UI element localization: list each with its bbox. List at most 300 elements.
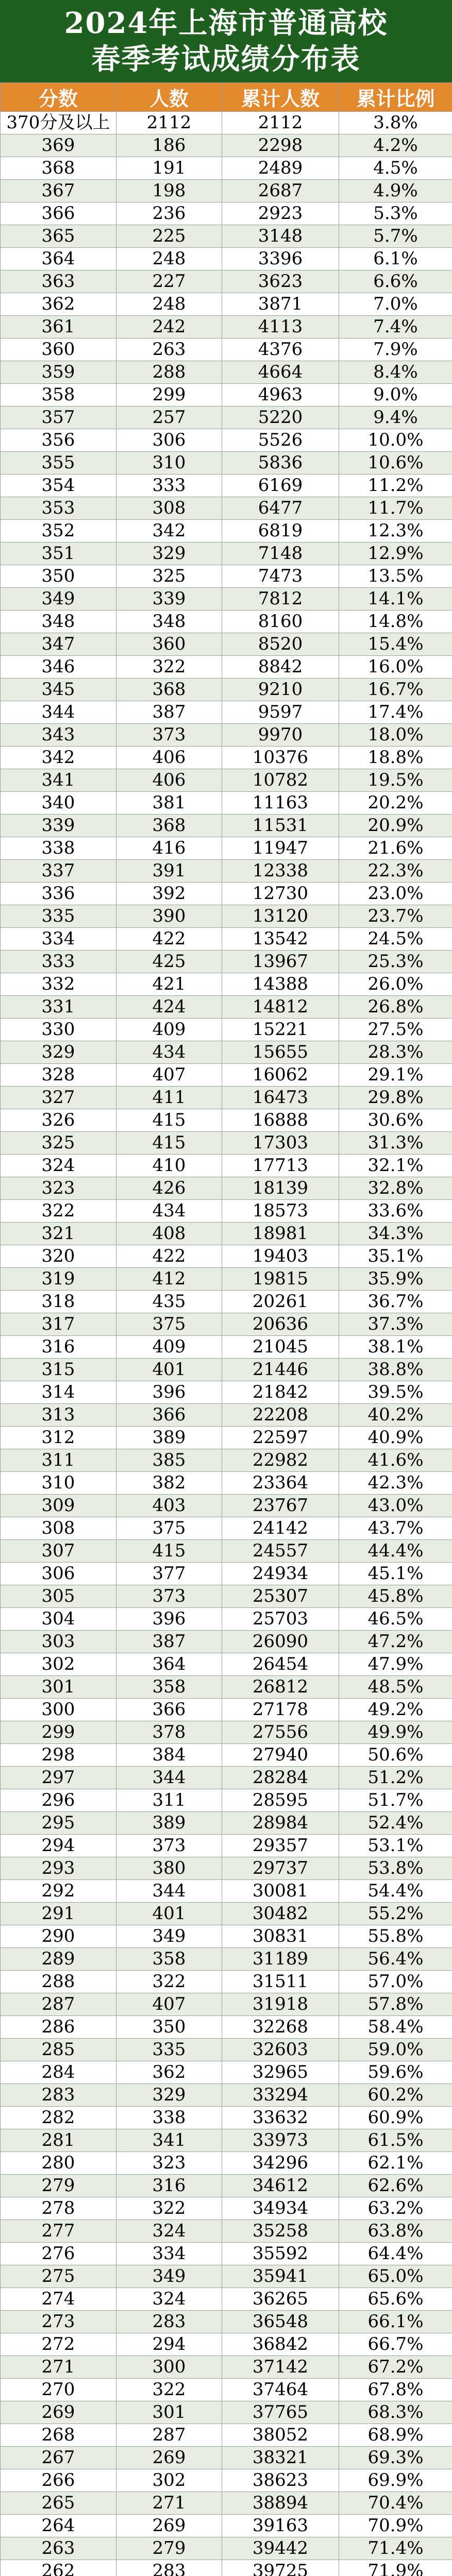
score-cell: 308: [1, 1517, 116, 1540]
cumulative-ratio-cell: 47.2%: [339, 1631, 452, 1653]
count-cell: 364: [116, 1653, 222, 1676]
cumulative-ratio-cell: 4.5%: [339, 157, 452, 180]
table-row: [1, 2061, 452, 2084]
count-cell: 322: [116, 2379, 222, 2401]
score-cell: 327: [1, 1087, 116, 1109]
table-row: [1, 1313, 452, 1336]
score-cell: 356: [1, 429, 116, 452]
cumulative-count-cell: 15221: [222, 1019, 339, 1041]
table-row: [1, 180, 452, 202]
table-row: [1, 1563, 452, 1585]
header-cumulative-count: 累计人数: [222, 83, 339, 112]
cumulative-count-cell: 20261: [222, 1291, 339, 1313]
cumulative-ratio-cell: 33.6%: [339, 1200, 452, 1223]
count-cell: 377: [116, 1563, 222, 1585]
score-cell: 263: [1, 2537, 116, 2560]
score-cell: 346: [1, 656, 116, 679]
table-row: [1, 2469, 452, 2492]
cumulative-ratio-cell: 51.7%: [339, 1789, 452, 1812]
count-cell: 325: [116, 565, 222, 588]
cumulative-count-cell: 16062: [222, 1064, 339, 1087]
count-cell: 335: [116, 2039, 222, 2061]
header-score: 分数: [1, 83, 116, 112]
table-row: [1, 1812, 452, 1835]
table-row: [1, 928, 452, 951]
table-row: [1, 2016, 452, 2039]
cumulative-count-cell: 3148: [222, 225, 339, 248]
table-row: [1, 1540, 452, 1563]
cumulative-count-cell: 32965: [222, 2061, 339, 2084]
cumulative-ratio-cell: 10.6%: [339, 452, 452, 474]
table-row: [1, 202, 452, 225]
count-cell: 403: [116, 1495, 222, 1517]
cumulative-count-cell: 38321: [222, 2447, 339, 2469]
cumulative-count-cell: 2923: [222, 202, 339, 225]
score-cell: 270: [1, 2379, 116, 2401]
count-cell: 411: [116, 1087, 222, 1109]
cumulative-ratio-cell: 18.8%: [339, 747, 452, 769]
cumulative-count-cell: 10782: [222, 769, 339, 792]
table-row: [1, 747, 452, 769]
cumulative-ratio-cell: 45.8%: [339, 1585, 452, 1608]
count-cell: 198: [116, 180, 222, 202]
table-row: [1, 134, 452, 157]
cumulative-ratio-cell: 38.8%: [339, 1359, 452, 1381]
count-cell: 375: [116, 1313, 222, 1336]
cumulative-count-cell: 27178: [222, 1699, 339, 1721]
header-cumulative-ratio: 累计比例: [339, 83, 452, 112]
count-cell: 322: [116, 656, 222, 679]
table-row: [1, 905, 452, 928]
cumulative-count-cell: 37142: [222, 2356, 339, 2379]
table-row: [1, 2492, 452, 2515]
score-cell: 322: [1, 1200, 116, 1223]
score-cell: 315: [1, 1359, 116, 1381]
cumulative-count-cell: 34612: [222, 2175, 339, 2197]
count-cell: 283: [116, 2311, 222, 2333]
cumulative-ratio-cell: 8.4%: [339, 361, 452, 384]
cumulative-count-cell: 11947: [222, 837, 339, 860]
table-row: [1, 2515, 452, 2537]
cumulative-ratio-cell: 32.8%: [339, 1177, 452, 1200]
table-row: [1, 1789, 452, 1812]
count-cell: 287: [116, 2424, 222, 2447]
cumulative-count-cell: 28284: [222, 1767, 339, 1789]
cumulative-ratio-cell: 7.9%: [339, 338, 452, 361]
cumulative-count-cell: 20636: [222, 1313, 339, 1336]
cumulative-ratio-cell: 58.4%: [339, 2016, 452, 2039]
count-cell: 322: [116, 1971, 222, 1993]
score-cell: 275: [1, 2265, 116, 2288]
cumulative-ratio-cell: 47.9%: [339, 1653, 452, 1676]
count-cell: 360: [116, 633, 222, 656]
cumulative-ratio-cell: 49.9%: [339, 1721, 452, 1744]
cumulative-count-cell: 26812: [222, 1676, 339, 1699]
cumulative-count-cell: 21842: [222, 1381, 339, 1404]
table-row: [1, 2265, 452, 2288]
score-cell: 295: [1, 1812, 116, 1835]
score-cell: 331: [1, 996, 116, 1019]
count-cell: 316: [116, 2175, 222, 2197]
score-cell: 292: [1, 1880, 116, 1903]
table-row: [1, 1336, 452, 1359]
table-row: [1, 2220, 452, 2243]
table-row: [1, 2243, 452, 2265]
cumulative-count-cell: 26090: [222, 1631, 339, 1653]
table-row: [1, 1404, 452, 1427]
cumulative-ratio-cell: 20.9%: [339, 815, 452, 837]
score-cell: 298: [1, 1744, 116, 1767]
table-row: [1, 2424, 452, 2447]
cumulative-ratio-cell: 5.7%: [339, 225, 452, 248]
count-cell: 322: [116, 2197, 222, 2220]
table-row: [1, 1767, 452, 1789]
cumulative-ratio-cell: 26.0%: [339, 973, 452, 996]
score-cell: 337: [1, 860, 116, 883]
cumulative-count-cell: 17303: [222, 1132, 339, 1155]
score-cell: 319: [1, 1268, 116, 1291]
score-cell: 321: [1, 1223, 116, 1245]
table-row: [1, 384, 452, 406]
cumulative-count-cell: 36548: [222, 2311, 339, 2333]
count-cell: 301: [116, 2401, 222, 2424]
score-cell: 325: [1, 1132, 116, 1155]
table-row: [1, 701, 452, 724]
table-row: [1, 1223, 452, 1245]
cumulative-ratio-cell: 62.1%: [339, 2152, 452, 2175]
cumulative-ratio-cell: 11.2%: [339, 474, 452, 497]
cumulative-count-cell: 35941: [222, 2265, 339, 2288]
cumulative-ratio-cell: 59.0%: [339, 2039, 452, 2061]
cumulative-count-cell: 2112: [222, 112, 339, 134]
table-row: [1, 2175, 452, 2197]
cumulative-count-cell: 2489: [222, 157, 339, 180]
table-row: [1, 951, 452, 973]
table-row: [1, 1291, 452, 1313]
cumulative-ratio-cell: 68.3%: [339, 2401, 452, 2424]
cumulative-count-cell: 9210: [222, 679, 339, 701]
cumulative-ratio-cell: 48.5%: [339, 1676, 452, 1699]
count-cell: 299: [116, 384, 222, 406]
count-cell: 308: [116, 497, 222, 520]
count-cell: 342: [116, 520, 222, 543]
cumulative-ratio-cell: 45.1%: [339, 1563, 452, 1585]
cumulative-ratio-cell: 59.6%: [339, 2061, 452, 2084]
table-row: [1, 316, 452, 338]
score-cell: 286: [1, 2016, 116, 2039]
cumulative-ratio-cell: 10.0%: [339, 429, 452, 452]
cumulative-ratio-cell: 37.3%: [339, 1313, 452, 1336]
table-row: [1, 1359, 452, 1381]
table-row: [1, 1427, 452, 1449]
score-cell: 289: [1, 1948, 116, 1971]
table-row: [1, 2537, 452, 2560]
count-cell: 358: [116, 1676, 222, 1699]
table-row: [1, 679, 452, 701]
cumulative-count-cell: 8842: [222, 656, 339, 679]
table-row: [1, 2447, 452, 2469]
table-row: [1, 565, 452, 588]
cumulative-ratio-cell: 14.1%: [339, 588, 452, 611]
cumulative-ratio-cell: 53.1%: [339, 1835, 452, 1857]
cumulative-ratio-cell: 57.0%: [339, 1971, 452, 1993]
table-row: [1, 2107, 452, 2129]
table-row: [1, 157, 452, 180]
cumulative-count-cell: 2298: [222, 134, 339, 157]
table-row: [1, 2288, 452, 2311]
cumulative-count-cell: 28984: [222, 1812, 339, 1835]
score-cell: 343: [1, 724, 116, 747]
score-cell: 277: [1, 2220, 116, 2243]
table-row: [1, 1653, 452, 1676]
score-cell: 299: [1, 1721, 116, 1744]
count-cell: 384: [116, 1744, 222, 1767]
count-cell: 373: [116, 1585, 222, 1608]
cumulative-ratio-cell: 64.4%: [339, 2243, 452, 2265]
score-cell: 340: [1, 792, 116, 815]
cumulative-ratio-cell: 15.4%: [339, 633, 452, 656]
cumulative-ratio-cell: 29.8%: [339, 1087, 452, 1109]
cumulative-count-cell: 30831: [222, 1925, 339, 1948]
header-count: 人数: [116, 83, 222, 112]
cumulative-ratio-cell: 26.8%: [339, 996, 452, 1019]
table-row: [1, 225, 452, 248]
cumulative-ratio-cell: 63.8%: [339, 2220, 452, 2243]
cumulative-count-cell: 13967: [222, 951, 339, 973]
cumulative-ratio-cell: 32.1%: [339, 1155, 452, 1177]
count-cell: 422: [116, 928, 222, 951]
count-cell: 396: [116, 1608, 222, 1631]
cumulative-ratio-cell: 71.4%: [339, 2537, 452, 2560]
score-cell: 349: [1, 588, 116, 611]
cumulative-ratio-cell: 54.4%: [339, 1880, 452, 1903]
count-cell: 300: [116, 2356, 222, 2379]
cumulative-ratio-cell: 14.8%: [339, 611, 452, 633]
count-cell: 302: [116, 2469, 222, 2492]
cumulative-count-cell: 35592: [222, 2243, 339, 2265]
cumulative-ratio-cell: 40.2%: [339, 1404, 452, 1427]
count-cell: 271: [116, 2492, 222, 2515]
count-cell: 387: [116, 701, 222, 724]
cumulative-ratio-cell: 27.5%: [339, 1019, 452, 1041]
table-row: [1, 1200, 452, 1223]
cumulative-count-cell: 33294: [222, 2084, 339, 2107]
cumulative-count-cell: 3396: [222, 248, 339, 270]
table-row: [1, 474, 452, 497]
cumulative-count-cell: 13120: [222, 905, 339, 928]
cumulative-count-cell: 37765: [222, 2401, 339, 2424]
count-cell: 392: [116, 883, 222, 905]
cumulative-ratio-cell: 31.3%: [339, 1132, 452, 1155]
cumulative-ratio-cell: 9.4%: [339, 406, 452, 429]
count-cell: 406: [116, 769, 222, 792]
count-cell: 434: [116, 1200, 222, 1223]
score-cell: 354: [1, 474, 116, 497]
cumulative-count-cell: 29737: [222, 1857, 339, 1880]
score-cell: 312: [1, 1427, 116, 1449]
score-cell: 351: [1, 543, 116, 565]
count-cell: 422: [116, 1245, 222, 1268]
cumulative-ratio-cell: 63.2%: [339, 2197, 452, 2220]
cumulative-count-cell: 31189: [222, 1948, 339, 1971]
score-cell: 287: [1, 1993, 116, 2016]
score-cell: 358: [1, 384, 116, 406]
score-cell: 335: [1, 905, 116, 928]
table-row: [1, 1268, 452, 1291]
score-cell: 316: [1, 1336, 116, 1359]
cumulative-ratio-cell: 43.7%: [339, 1517, 452, 1540]
cumulative-ratio-cell: 7.0%: [339, 293, 452, 316]
table-row: [1, 1857, 452, 1880]
score-cell: 324: [1, 1155, 116, 1177]
table-row: [1, 2039, 452, 2061]
cumulative-ratio-cell: 60.9%: [339, 2107, 452, 2129]
score-cell: 276: [1, 2243, 116, 2265]
table-row: [1, 2379, 452, 2401]
table-row: [1, 520, 452, 543]
score-cell: 294: [1, 1835, 116, 1857]
cumulative-count-cell: 39163: [222, 2515, 339, 2537]
count-cell: 396: [116, 1381, 222, 1404]
count-cell: 263: [116, 338, 222, 361]
cumulative-ratio-cell: 51.2%: [339, 1767, 452, 1789]
table-row: [1, 883, 452, 905]
score-cell: 285: [1, 2039, 116, 2061]
score-cell: 280: [1, 2152, 116, 2175]
table-row: [1, 2333, 452, 2356]
score-cell: 328: [1, 1064, 116, 1087]
score-cell: 348: [1, 611, 116, 633]
score-cell: 359: [1, 361, 116, 384]
score-cell: 323: [1, 1177, 116, 1200]
count-cell: 426: [116, 1177, 222, 1200]
count-cell: 401: [116, 1903, 222, 1925]
cumulative-count-cell: 24142: [222, 1517, 339, 1540]
cumulative-ratio-cell: 5.3%: [339, 202, 452, 225]
table-row: [1, 543, 452, 565]
score-cell: 326: [1, 1109, 116, 1132]
score-cell: 368: [1, 157, 116, 180]
table-row: [1, 1971, 452, 1993]
score-cell: 350: [1, 565, 116, 588]
count-cell: 366: [116, 1699, 222, 1721]
count-cell: 409: [116, 1336, 222, 1359]
table-row: [1, 860, 452, 883]
cumulative-ratio-cell: 61.5%: [339, 2129, 452, 2152]
cumulative-count-cell: 16888: [222, 1109, 339, 1132]
table-body: [1, 112, 452, 2576]
cumulative-ratio-cell: 3.8%: [339, 112, 452, 134]
score-cell: 336: [1, 883, 116, 905]
cumulative-ratio-cell: 43.0%: [339, 1495, 452, 1517]
cumulative-count-cell: 19815: [222, 1268, 339, 1291]
table-row: [1, 1948, 452, 1971]
table-row: [1, 2356, 452, 2379]
count-cell: 389: [116, 1427, 222, 1449]
score-cell: 370分及以上: [1, 112, 116, 134]
cumulative-ratio-cell: 70.4%: [339, 2492, 452, 2515]
table-row: [1, 1064, 452, 1087]
score-cell: 332: [1, 973, 116, 996]
table-row: [1, 1449, 452, 1472]
score-cell: 357: [1, 406, 116, 429]
count-cell: 191: [116, 157, 222, 180]
cumulative-ratio-cell: 17.4%: [339, 701, 452, 724]
count-cell: 373: [116, 1835, 222, 1857]
score-cell: 364: [1, 248, 116, 270]
count-cell: 389: [116, 1812, 222, 1835]
count-cell: 415: [116, 1109, 222, 1132]
table-row: [1, 2197, 452, 2220]
count-cell: 358: [116, 1948, 222, 1971]
score-cell: 272: [1, 2333, 116, 2356]
cumulative-ratio-cell: 66.7%: [339, 2333, 452, 2356]
count-cell: 385: [116, 1449, 222, 1472]
table-row: [1, 361, 452, 384]
table-row: [1, 996, 452, 1019]
table-row: [1, 1109, 452, 1132]
cumulative-ratio-cell: 49.2%: [339, 1699, 452, 1721]
table-row: [1, 406, 452, 429]
count-cell: 339: [116, 588, 222, 611]
cumulative-ratio-cell: 4.2%: [339, 134, 452, 157]
cumulative-ratio-cell: 67.8%: [339, 2379, 452, 2401]
table-row: [1, 112, 452, 134]
table-row: [1, 2401, 452, 2424]
table-row: [1, 724, 452, 747]
count-cell: 186: [116, 134, 222, 157]
cumulative-ratio-cell: 39.5%: [339, 1381, 452, 1404]
count-cell: 421: [116, 973, 222, 996]
count-cell: 341: [116, 2129, 222, 2152]
score-cell: 279: [1, 2175, 116, 2197]
cumulative-ratio-cell: 35.1%: [339, 1245, 452, 1268]
count-cell: 338: [116, 2107, 222, 2129]
score-cell: 330: [1, 1019, 116, 1041]
cumulative-count-cell: 30482: [222, 1903, 339, 1925]
cumulative-count-cell: 32603: [222, 2039, 339, 2061]
score-cell: 283: [1, 2084, 116, 2107]
cumulative-count-cell: 34296: [222, 2152, 339, 2175]
table-row: [1, 1087, 452, 1109]
cumulative-count-cell: 31918: [222, 1993, 339, 2016]
count-cell: 368: [116, 679, 222, 701]
count-cell: 381: [116, 792, 222, 815]
cumulative-count-cell: 30081: [222, 1880, 339, 1903]
table-row: [1, 588, 452, 611]
count-cell: 324: [116, 2220, 222, 2243]
cumulative-count-cell: 26454: [222, 1653, 339, 1676]
table-row: [1, 1608, 452, 1631]
table-row: [1, 1699, 452, 1721]
cumulative-ratio-cell: 23.0%: [339, 883, 452, 905]
count-cell: 407: [116, 1064, 222, 1087]
count-cell: 310: [116, 452, 222, 474]
cumulative-count-cell: 11531: [222, 815, 339, 837]
cumulative-count-cell: 2687: [222, 180, 339, 202]
count-cell: 373: [116, 724, 222, 747]
score-cell: 301: [1, 1676, 116, 1699]
score-cell: 281: [1, 2129, 116, 2152]
score-cell: 347: [1, 633, 116, 656]
cumulative-ratio-cell: 16.0%: [339, 656, 452, 679]
cumulative-count-cell: 24934: [222, 1563, 339, 1585]
score-cell: 293: [1, 1857, 116, 1880]
score-cell: 344: [1, 701, 116, 724]
score-cell: 345: [1, 679, 116, 701]
count-cell: 2112: [116, 112, 222, 134]
cumulative-count-cell: 22982: [222, 1449, 339, 1472]
